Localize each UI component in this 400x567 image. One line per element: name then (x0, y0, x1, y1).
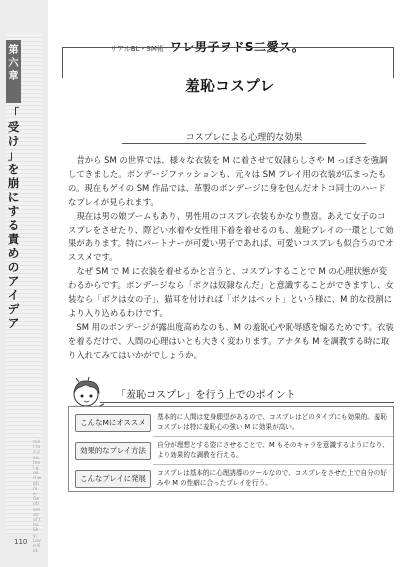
point-row (69, 437, 393, 464)
point-label: こんなMにオススメ (75, 414, 151, 432)
chapter-title (6, 106, 21, 330)
chapter-char: 第 (8, 45, 19, 56)
chapter-char: 章 (8, 71, 19, 82)
point-desc: 自分が理想とする姿にさせることで、M もそのキャラを意識するようになり、より効果的な調教を行える。 (157, 440, 389, 459)
paragraph: 現在は男の娘ブームもあり、男性用のコスプレ衣装もかなり豊富。あえて女子のコスプレをさせたり、際どい水着や女性用下着を着せるのも、羞恥プレイの一環として効果があります。特にパートナーが可愛い男子であれば、可愛いコスプレも似合うのでオススメです。 (68, 210, 394, 263)
series-small-label: リアルBL・SM術 (110, 45, 164, 53)
point-desc: コスプレは基本的に心理誘導のツールなので、コスプレをさせた上で自分の好みや M の性癖に合ったプレイを行う。 (157, 468, 387, 487)
chapter-title-char: を (7, 162, 20, 176)
point-desc: 基本的に人間は変身願望があるので、コスプレはどのタイプにも効果的。羞恥コスプレは特に羞恥心の強い M に効果が高い。 (157, 412, 388, 431)
points-table (68, 406, 394, 492)
point-label: 効果的なプレイ方法 (75, 442, 151, 460)
chapter-title-char: 崩 (7, 176, 20, 190)
chapter-title-char: め (7, 246, 20, 260)
chapter-title-char: デ (7, 302, 20, 316)
chapter-title-char: 「 (7, 106, 20, 120)
subsection-divider (122, 143, 366, 144)
chapter-title-char: 受 (7, 120, 20, 134)
chapter-title-char: に (7, 190, 20, 204)
series-big-label: ワレ男子ヲドS二愛ス。 (169, 40, 305, 54)
page-number: 110 (14, 538, 28, 546)
point-row (69, 465, 393, 492)
copyright-text: null too you, feel good with me. Gentleman of the Sky, Love Kid. (33, 440, 41, 555)
chapter-char: 六 (8, 58, 19, 69)
sidebar (0, 0, 48, 567)
body-text (68, 154, 394, 363)
chapter-title-char: す (7, 204, 20, 218)
chapter-label (6, 40, 21, 103)
paragraph: なぜ SM で M に衣装を着せるかと言うと、コスプレすることで M の心理状態が変わるからです。ボンデージなら「ボクは奴隷なんだ」と意識することができますし、女装なら「ボクは女の子」、猫耳を付ければ「ボクはペット」という様に、M 的な役割により入り込めるわけです。 (68, 266, 394, 318)
paragraph: 昔から SM の世界では、様々な衣装を M に着させて奴隷らしさや M っぽさを強調してきました。ボンデージファッションも、元々は SM プレイ用の衣装が広まったもの。現在もゲイの SM 作品では、革製のボンデージに身を包んだオトコ同士のハードなプレイが見られます。 (68, 155, 388, 207)
page-title: 羞恥コスプレ (185, 79, 275, 95)
chapter-title-char: の (7, 260, 20, 274)
chapter-title-char: 責 (7, 232, 20, 246)
paragraph: SM 用のボンデージが露出度高めなのも、M の羞恥心や恥辱感を煽るためです。衣装を着るだけで、人間の心理はいとも大きく変わります。アナタも M を調教する時に取り入れてみてはいかがでしょうか。 (68, 321, 394, 360)
chapter-title-char: イ (7, 288, 20, 302)
chapter-title-char: 」 (7, 148, 20, 162)
chapter-title-char: け (7, 134, 20, 148)
point-label: こんなプレイに発展 (75, 470, 151, 488)
chapter-title-char: る (7, 218, 20, 232)
chapter-title-char: ア (7, 274, 20, 288)
points-title: 「羞恥コスプレ」を行う上でのポイント (116, 390, 296, 401)
chapter-title-char: ア (7, 316, 20, 330)
point-row (69, 409, 393, 436)
subsection-title: コスプレによる心理的な効果 (185, 133, 303, 143)
